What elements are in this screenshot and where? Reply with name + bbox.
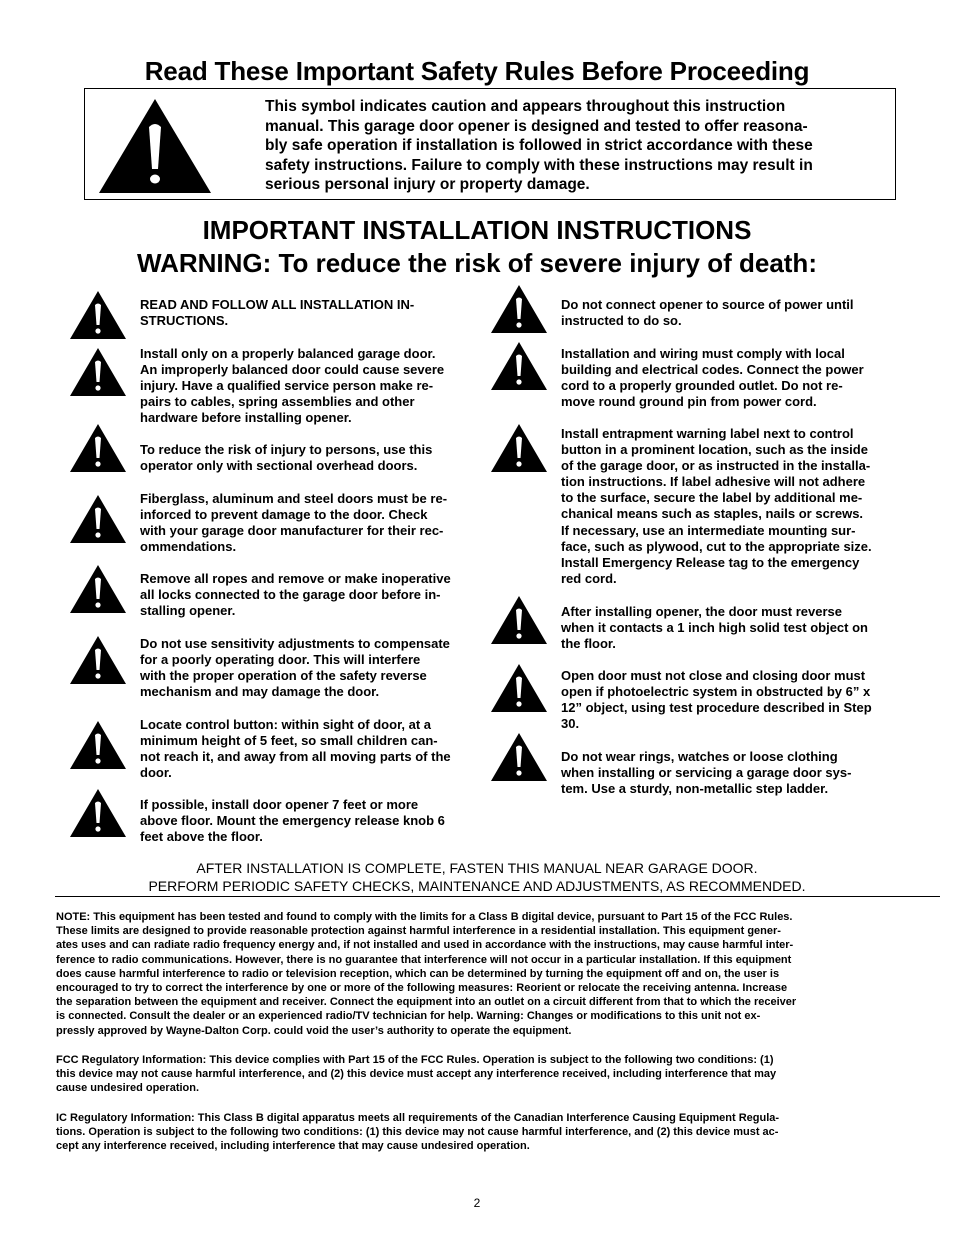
text-line: pairs to cables, spring assemblies and other [140, 394, 415, 410]
text-line: NOTE: This equipment has been tested and found to comply with the limits for a Class B digital device, pursuant to Part 15 of the FCC Rules. [56, 911, 793, 923]
text-line: face, such as plywood, cut to the appropriate size. [561, 538, 872, 554]
text-line: If possible, install door opener 7 feet or more [140, 797, 419, 812]
warning-triangle-icon [70, 348, 126, 396]
text-line: injury. Have a qualified service person make re- [140, 378, 434, 394]
text-line: Do not use sensitivity adjustments to compensate [140, 636, 450, 651]
text-line: this device may not cause harmful interference, and (2) this device must accept any interference received, including interference that may [56, 1068, 777, 1081]
text-line: tions. Operation is subject to the following two conditions: (1) this device may not cause harmful interference, and (2) this device must ac- [56, 1126, 779, 1139]
text-line: Installation and wiring must comply with local [561, 346, 845, 361]
page-number: 2 [473, 1196, 481, 1210]
text-line: with the proper operation of the safety reverse [140, 668, 427, 684]
warning-triangle-icon [70, 636, 126, 684]
text-line: After installing opener, the door must reverse [561, 604, 843, 619]
text-line: open if photoelectric system in obstructed by 6” x [561, 684, 871, 700]
text-line: not reach it, and away from all moving parts of the [140, 749, 451, 765]
fcc-note [56, 910, 902, 1038]
text-line: the separation between the equipment and receiver. Connect the equipment into an outlet on a circuit different from that to which the receiver [56, 996, 797, 1009]
text-line: red cord. [561, 570, 617, 586]
text-line: ference to radio communications. However, there is no guarantee that interference will not occur in a particular installation. If this equipment [56, 953, 792, 966]
text-line: operator only with sectional overhead doors. [140, 458, 418, 474]
caution-text [265, 97, 885, 195]
text-line: does cause harmful interference to radio or television reception, which can be determined by turning the equipment off and on, the user is [56, 967, 780, 980]
warning-text [561, 426, 906, 587]
text-line: Do not connect opener to source of power until [561, 297, 854, 312]
text-line: above floor. Mount the emergency release knob 6 [140, 813, 445, 829]
warning-triangle-icon [491, 424, 547, 472]
text-line: cause undesired operation. [56, 1082, 200, 1095]
text-line: encouraged to try to correct the interference by one or more of the following measures: Reorient or relocate the receiving antenna. Increase [56, 982, 788, 995]
warning-triangle-icon [491, 342, 547, 390]
warning-text [140, 346, 485, 426]
ic-regulatory-info [56, 1111, 902, 1154]
text-line: tion instructions. If label adhesive will not adhere [561, 474, 866, 490]
text-line: pressly approved by Wayne-Dalton Corp. could void the user’s authority to operate the equipment. [56, 1024, 572, 1037]
warning-triangle-icon [70, 565, 126, 613]
text-line: hardware before installing opener. [140, 410, 352, 426]
warning-triangle-icon [491, 285, 547, 333]
caution-box [84, 88, 896, 200]
fcc-regulatory-info [56, 1053, 902, 1096]
text-line: button in a prominent location, such as the inside [561, 442, 868, 458]
text-line: when installing or servicing a garage door sys- [561, 765, 852, 781]
caution-line: safety instructions. Failure to comply with these instructions may result in [265, 156, 813, 174]
warning-text [140, 491, 485, 555]
text-line: STRUCTIONS. [140, 313, 229, 329]
warning-triangle-icon [99, 99, 211, 193]
warning-triangle-icon [491, 664, 547, 712]
text-line: all locks connected to the garage door before in- [140, 587, 441, 603]
warning-triangle-icon [70, 424, 126, 472]
text-line: IC Regulatory Information: This Class B digital apparatus meets all requirements of the Canadian Interference Causing Equipment Regula- [56, 1112, 780, 1124]
warning-text [561, 749, 906, 797]
text-line: inforced to prevent damage to the door. Check [140, 507, 428, 523]
text-line: Do not wear rings, watches or loose clothing [561, 749, 838, 764]
text-line: stalling opener. [140, 603, 236, 619]
text-line: is connected. Consult the dealer or an experienced radio/TV technician for help. Warning: Changes or modifications to this unit not ex- [56, 1010, 761, 1023]
periodic-check-notice: PERFORM PERIODIC SAFETY CHECKS, MAINTENANCE AND ADJUSTMENTS, AS RECOMMENDED. [148, 878, 806, 894]
text-line: Install only on a properly balanced garage door. [140, 346, 436, 361]
after-install-notice: AFTER INSTALLATION IS COMPLETE, FASTEN THIS MANUAL NEAR GARAGE DOOR. [196, 860, 758, 876]
text-line: to the surface, secure the label by additional me- [561, 490, 863, 506]
warning-text [140, 636, 485, 700]
warning-text [561, 668, 906, 732]
caution-line: serious personal injury or property damage. [265, 176, 590, 194]
text-line: building and electrical codes. Connect the power [561, 362, 864, 378]
warning-triangle-icon [70, 291, 126, 339]
text-line: 12” object, using test procedure described in Step [561, 700, 872, 716]
text-line: cord to a properly grounded outlet. Do not re- [561, 378, 843, 394]
caution-line: manual. This garage door opener is designed and tested to offer reasona- [265, 117, 808, 135]
text-line: for a poorly operating door. This will interfere [140, 652, 421, 668]
text-line: To reduce the risk of injury to persons, use this [140, 442, 433, 457]
text-line: An improperly balanced door could cause severe [140, 362, 445, 378]
warning-text [140, 297, 485, 329]
warning-text [140, 442, 485, 474]
warning-text [140, 797, 485, 845]
warning-triangle-icon [491, 596, 547, 644]
caution-line: bly safe operation if installation is followed in strict accordance with these [265, 137, 813, 155]
warning-text [561, 604, 906, 652]
text-line: minimum height of 5 feet, so small children can- [140, 733, 438, 749]
text-line: mechanism and may damage the door. [140, 684, 380, 700]
text-line: move round ground pin from power cord. [561, 394, 817, 410]
divider [55, 896, 940, 897]
page-title: Read These Important Safety Rules Before Proceeding [144, 56, 810, 86]
warning-triangle-icon [70, 789, 126, 837]
text-line: Locate control button: within sight of door, at a [140, 717, 432, 732]
text-line: Install entrapment warning label next to control [561, 426, 854, 441]
text-line: when it contacts a 1 inch high solid test object on [561, 620, 868, 636]
text-line: If necessary, use an intermediate mounting sur- [561, 522, 856, 538]
text-line: instructed to do so. [561, 313, 682, 329]
text-line: FCC Regulatory Information: This device complies with Part 15 of the FCC Rules. Operation is subject to the following two conditions: (1) [56, 1054, 774, 1066]
warning-text [140, 717, 485, 781]
text-line: feet above the floor. [140, 829, 263, 845]
text-line: ates uses and can radiate radio frequency energy and, if not installed and used in accordance with the instructions, may cause harmful inter- [56, 939, 794, 952]
warning-text [561, 346, 906, 410]
text-line: Remove all ropes and remove or make inoperative [140, 571, 451, 586]
text-line: cept any interference received, including interference that may cause undesired operation. [56, 1140, 530, 1153]
text-line: with your garage door manufacturer for their rec- [140, 523, 444, 539]
text-line: ommendations. [140, 539, 237, 555]
caution-line: This symbol indicates caution and appears throughout this instruction [265, 98, 786, 115]
text-line: Open door must not close and closing door must [561, 668, 866, 683]
text-line: chanical means such as staples, nails or screws. [561, 506, 864, 522]
text-line: Fiberglass, aluminum and steel doors must be re- [140, 491, 448, 506]
text-line: 30. [561, 716, 580, 732]
text-line: READ AND FOLLOW ALL INSTALLATION IN- [140, 297, 415, 312]
section-heading: IMPORTANT INSTALLATION INSTRUCTIONS [202, 215, 752, 245]
text-line: These limits are designed to provide reasonable protection against harmful interference in a residential installation. This equipment gener- [56, 925, 781, 938]
warning-text [140, 571, 485, 619]
warning-text [561, 297, 906, 329]
text-line: of the garage door, or as instructed in the installa- [561, 458, 871, 474]
text-line: door. [140, 765, 172, 781]
text-line: tem. Use a sturdy, non-metallic step ladder. [561, 781, 829, 797]
text-line: the floor. [561, 636, 616, 652]
warning-heading: WARNING: To reduce the risk of severe injury of death: [137, 248, 817, 278]
text-line: Install Emergency Release tag to the emergency [561, 554, 860, 570]
warning-triangle-icon [491, 733, 547, 781]
warning-triangle-icon [70, 721, 126, 769]
warning-triangle-icon [70, 495, 126, 543]
